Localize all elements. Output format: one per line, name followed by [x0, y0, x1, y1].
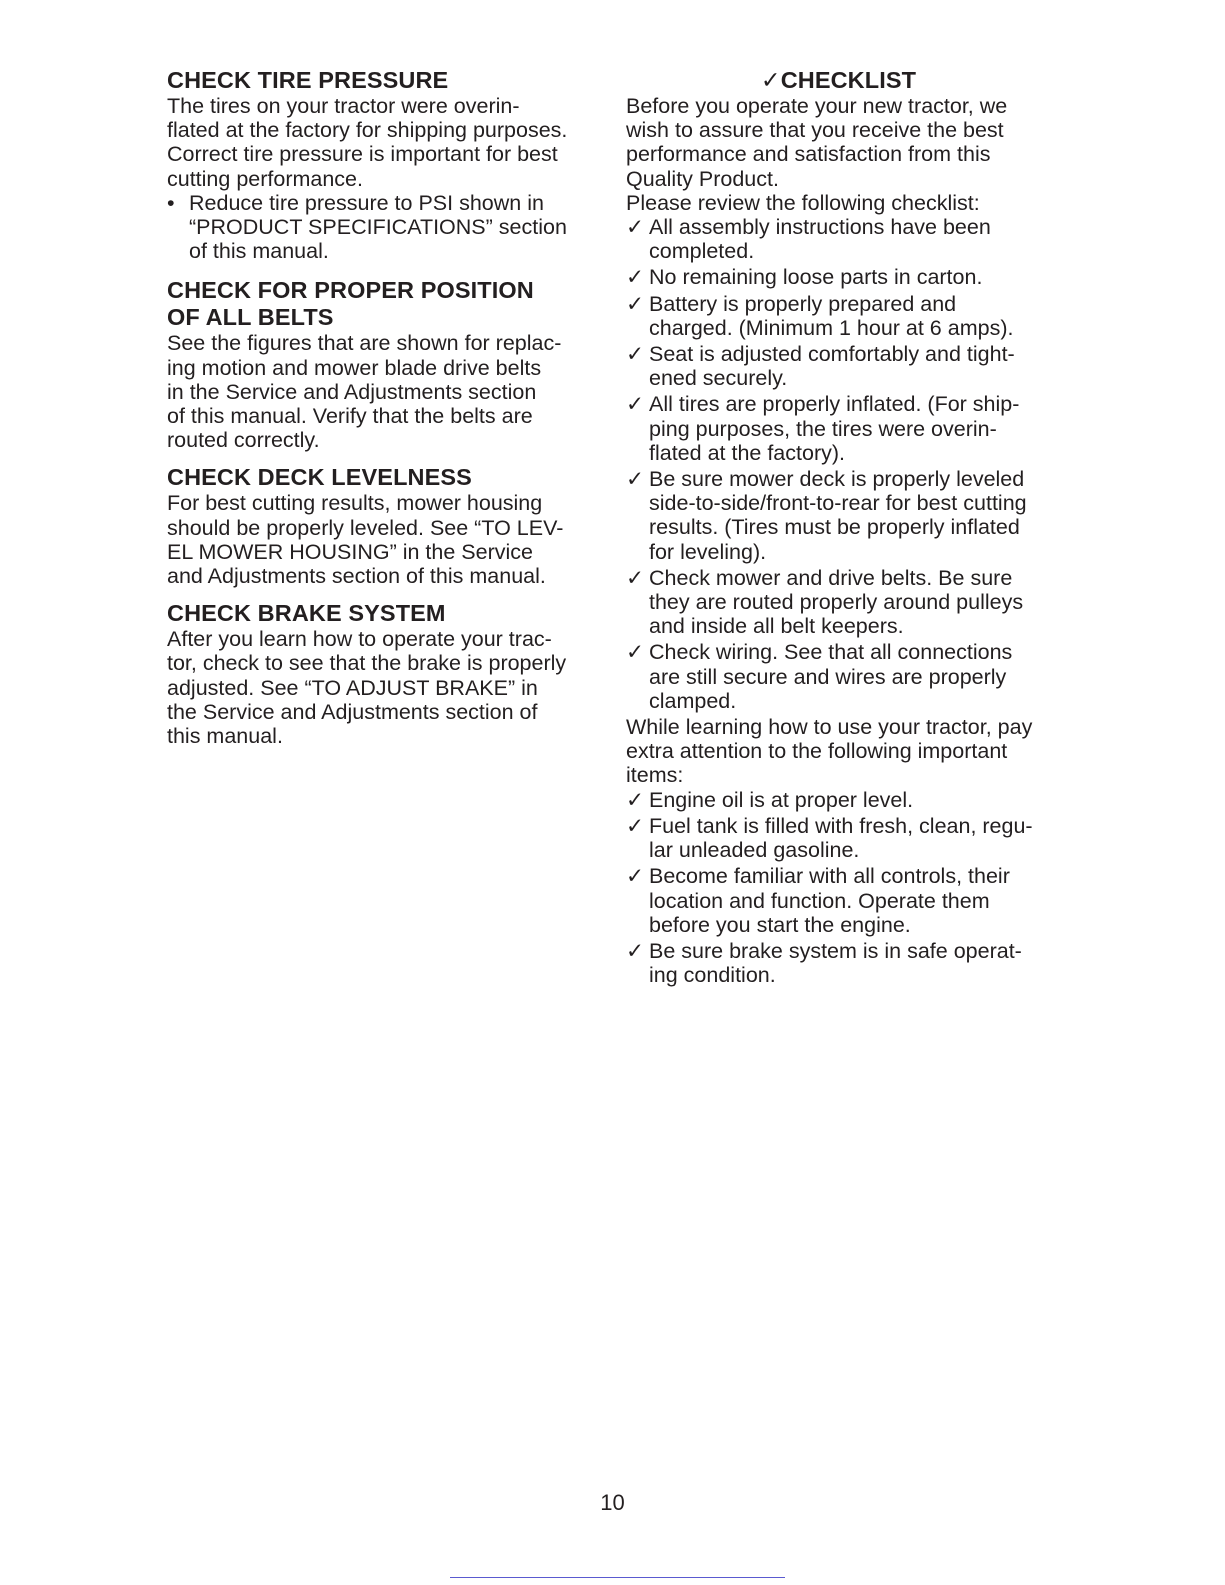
check-mark-icon: ✓ — [626, 265, 645, 290]
checklist-item-line: Seat is adjusted comfortably and tight- — [649, 342, 1015, 367]
checklist-item-line: All tires are properly inflated. (For ship- — [649, 392, 1020, 417]
body-line: performance and satisfaction from this — [626, 142, 991, 167]
check-mark-icon: ✓ — [626, 215, 645, 240]
checklist-item-line: completed. — [649, 239, 755, 264]
checklist-item-line: Become familiar with all controls, their — [649, 864, 1010, 889]
check-mark-icon: ✓ — [626, 938, 645, 963]
check-mark-icon: ✓ — [626, 342, 645, 367]
body-line: this manual. — [167, 724, 283, 749]
checklist-item — [626, 342, 1051, 390]
bullet-line: of this manual. — [189, 239, 329, 264]
checklist-while-learning — [626, 788, 1051, 988]
checklist-item — [626, 864, 1051, 937]
body-line: in the Service and Adjustments section — [167, 379, 537, 404]
checklist-intro — [626, 94, 1051, 215]
check-mark-icon: ✓ — [626, 467, 645, 492]
check-mark-icon: ✓ — [626, 787, 645, 812]
checklist-heading: ✓CHECKLIST — [760, 67, 917, 93]
checklist-item-line: ened securely. — [649, 366, 788, 391]
checklist-item — [626, 392, 1051, 465]
checklist-item — [626, 467, 1051, 564]
section-tire-pressure — [167, 67, 592, 263]
check-mark-icon: ✓ — [626, 813, 645, 838]
body-line: For best cutting results, mower housing — [167, 491, 543, 516]
left-column — [167, 62, 592, 748]
body-line: See the figures that are shown for replac- — [167, 331, 562, 356]
checklist-item-line: Be sure brake system is in safe operat- — [649, 938, 1022, 963]
checklist-item-line: clamped. — [649, 688, 737, 713]
heading-brake-system: CHECK BRAKE SYSTEM — [167, 600, 446, 627]
checklist-item-line: No remaining loose parts in carton. — [649, 265, 983, 290]
checklist-before-operating — [626, 215, 1051, 713]
checklist-item — [626, 939, 1051, 987]
heading-deck-levelness: CHECK DECK LEVELNESS — [167, 464, 472, 491]
checklist-item — [626, 640, 1051, 713]
checklist-item-line: Battery is properly prepared and — [649, 291, 957, 316]
checklist-item — [626, 292, 1051, 340]
body-line: should be properly leveled. See “TO LEV- — [167, 515, 564, 540]
checklist-item-line: Check mower and drive belts. Be sure — [649, 565, 1013, 590]
right-column — [626, 62, 1051, 989]
checklist-item-line: for leveling). — [649, 539, 767, 564]
check-mark-icon: ✓ — [626, 392, 645, 417]
body-line: items: — [626, 763, 684, 788]
check-mark-icon: ✓ — [626, 640, 645, 665]
body-line: the Service and Adjustments section of — [167, 699, 538, 724]
check-mark-icon: ✓ — [626, 291, 645, 316]
body-line: adjusted. See “TO ADJUST BRAKE” in — [167, 675, 538, 700]
checklist-item-line: before you start the engine. — [649, 912, 911, 937]
heading-line: CHECK FOR PROPER POSITION — [167, 277, 534, 304]
check-mark-icon: ✓ — [626, 565, 645, 590]
body-line: ing motion and mower blade drive belts — [167, 355, 542, 380]
checklist-item-line: lar unleaded gasoline. — [649, 838, 860, 863]
body-line: flated at the factory for shipping purposes. — [167, 118, 568, 143]
section-brake-system — [167, 600, 592, 748]
heading-belts — [167, 277, 592, 331]
body-line: The tires on your tractor were overin- — [167, 94, 520, 118]
checklist-item — [626, 265, 1051, 289]
body-line: of this manual. Verify that the belts are — [167, 404, 533, 429]
checklist-item — [626, 566, 1051, 639]
checklist-middle-text — [626, 715, 1051, 788]
footer-divider — [450, 1577, 785, 1578]
bullet-item — [167, 191, 592, 264]
checklist-item-line: results. (Tires must be properly inflated — [649, 515, 1020, 540]
body-line: tor, check to see that the brake is properly — [167, 651, 567, 676]
checklist-item-line: Engine oil is at proper level. — [649, 787, 914, 812]
body-line: Quality Product. — [626, 166, 779, 191]
heading-line: OF ALL BELTS — [167, 304, 334, 331]
checklist-item-line: they are routed properly around pulleys — [649, 590, 1024, 615]
checklist-item-line: Check wiring. See that all connections — [649, 640, 1013, 665]
body-line: EL MOWER HOUSING” in the Service — [167, 539, 533, 564]
heading-tire-pressure: CHECK TIRE PRESSURE — [167, 67, 449, 93]
bullet-mark: • — [167, 190, 175, 215]
checklist-item-line: Fuel tank is filled with fresh, clean, regu- — [649, 813, 1033, 838]
checklist-item-line: location and function. Operate them — [649, 888, 990, 913]
bullet-line: Reduce tire pressure to PSI shown in — [189, 190, 544, 215]
checklist-item-line: Be sure mower deck is properly leveled — [649, 467, 1025, 492]
body-line: extra attention to the following important — [626, 739, 1008, 764]
checklist-item-line: charged. (Minimum 1 hour at 6 amps). — [649, 315, 1014, 340]
section-belts — [167, 277, 592, 452]
checklist-item-line: ping purposes, the tires were overin- — [649, 416, 997, 441]
checklist-item-line: ing condition. — [649, 963, 776, 988]
body-line: After you learn how to operate your trac- — [167, 627, 552, 652]
body-line: cutting performance. — [167, 166, 363, 191]
body-line: Before you operate your new tractor, we — [626, 94, 1008, 118]
checklist-item-line: are still secure and wires are properly — [649, 664, 1007, 689]
body-line: wish to assure that you receive the best — [626, 118, 1004, 143]
body-line: and Adjustments section of this manual. — [167, 564, 546, 589]
checklist-item — [626, 215, 1051, 263]
checklist-item-line: flated at the factory). — [649, 440, 845, 465]
checklist-item-line: and inside all belt keepers. — [649, 614, 904, 639]
body-line: Please review the following checklist: — [626, 190, 980, 215]
section-deck-levelness — [167, 464, 592, 588]
body-line: While learning how to use your tractor, pay — [626, 715, 1033, 740]
checklist-item — [626, 788, 1051, 812]
bullet-line: “PRODUCT SPECIFICATIONS” section — [189, 215, 567, 240]
body-line: Correct tire pressure is important for best — [167, 142, 558, 167]
checklist-item-line: All assembly instructions have been — [649, 215, 991, 240]
body-line: routed correctly. — [167, 428, 320, 453]
checklist-item-line: side-to-side/front-to-rear for best cutting — [649, 491, 1027, 516]
check-mark-icon: ✓ — [626, 864, 645, 889]
page-number: 10 — [600, 1490, 625, 1515]
checklist-item — [626, 814, 1051, 862]
